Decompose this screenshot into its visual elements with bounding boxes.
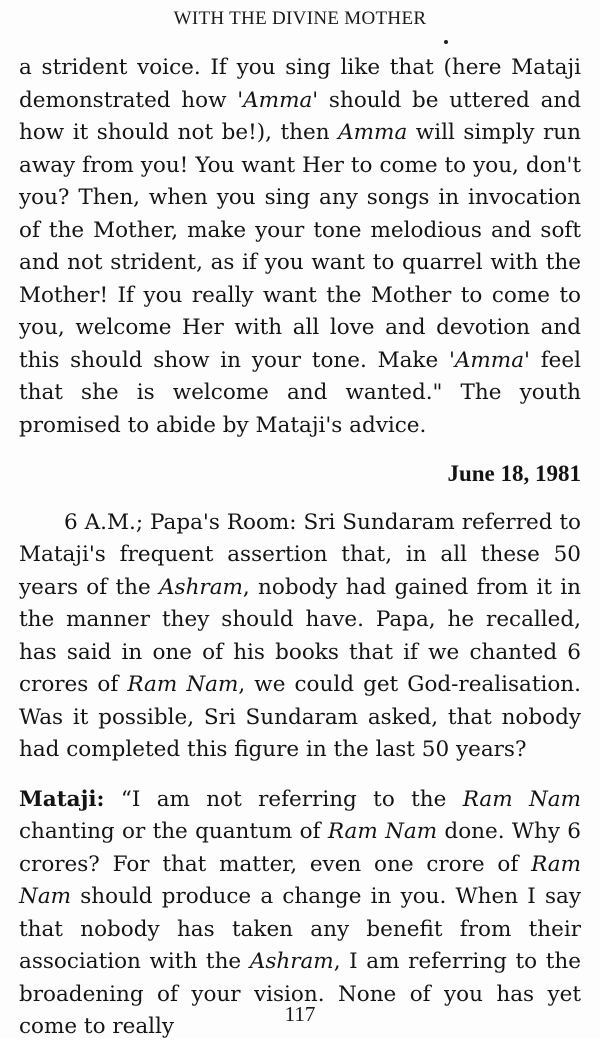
p2-italic-ashram: Ashram xyxy=(159,574,243,600)
p3-text: done. Why 6 crores? For that matter, even one crore of xyxy=(19,819,581,877)
page-number: 117 xyxy=(284,1002,316,1026)
p3-text: should produce a change in you. When I say that nobody has taken any benefit from their association with the xyxy=(19,884,581,974)
p3-italic-ram-nam: Ram Nam xyxy=(19,851,581,909)
p3-italic-ram-nam: Ram Nam xyxy=(327,819,438,844)
p1-italic-amma: Amma xyxy=(243,87,313,113)
p3-text: “I am not referring to the xyxy=(104,786,463,812)
p1-italic-amma: Amma xyxy=(454,347,525,373)
p1-italic-amma: Amma xyxy=(338,120,408,145)
p3-text: , I am referring to the broadening of your vision. None of you has yet come to really xyxy=(19,949,581,1039)
p2-text: , nobody had gained from it in the manner they should have. Papa, he recalled, has said in one of his books that if we chanted 6 crores of xyxy=(19,574,581,697)
p2-text: , we could get God-realisation. Was it possible, Sri Sundaram asked, that nobody had completed this figure in the last 50 years? xyxy=(19,672,581,762)
p1-text: ' feel that she is welcome and wanted." The youth promised to abide by Mataji's advice. xyxy=(19,347,581,438)
p1-text: a strident voice. If you sing like that (here Mataji demonstrated how ' xyxy=(19,55,581,113)
p3-italic-ashram: Ashram xyxy=(249,949,334,974)
p3-italic-ram-nam: Ram Nam xyxy=(462,786,581,812)
running-header: WITH THE DIVINE MOTHER xyxy=(173,8,427,29)
p1-text: will simply run away from you! You want Her to come to you, don't you? Then, when you sing any songs in invocation of the Mother, make your tone melodious and soft and not strident, as if you want to quarrel with the Mother! If you really want the Mother to come to you, welcome Her with all love and devotion and this should show in your tone. Make ' xyxy=(19,120,581,373)
print-speck xyxy=(444,40,448,44)
p1-text: ' should be uttered and how it should not be!), then xyxy=(19,87,581,145)
p3-text: chanting or the quantum of xyxy=(19,819,328,844)
paragraph-amma-advice xyxy=(19,52,581,442)
entry-date: June 18, 1981 xyxy=(447,461,581,486)
page-body xyxy=(19,52,581,1044)
speaker-label: Mataji: xyxy=(19,786,105,812)
p2-italic-ram-nam: Ram Nam xyxy=(127,672,239,697)
p2-text: 6 A.M.; Papa's Room: Sri Sundaram referred to Mataji's frequent assertion that, in all these 50 years of the xyxy=(19,509,581,600)
paragraph-sundaram-question xyxy=(19,507,581,767)
